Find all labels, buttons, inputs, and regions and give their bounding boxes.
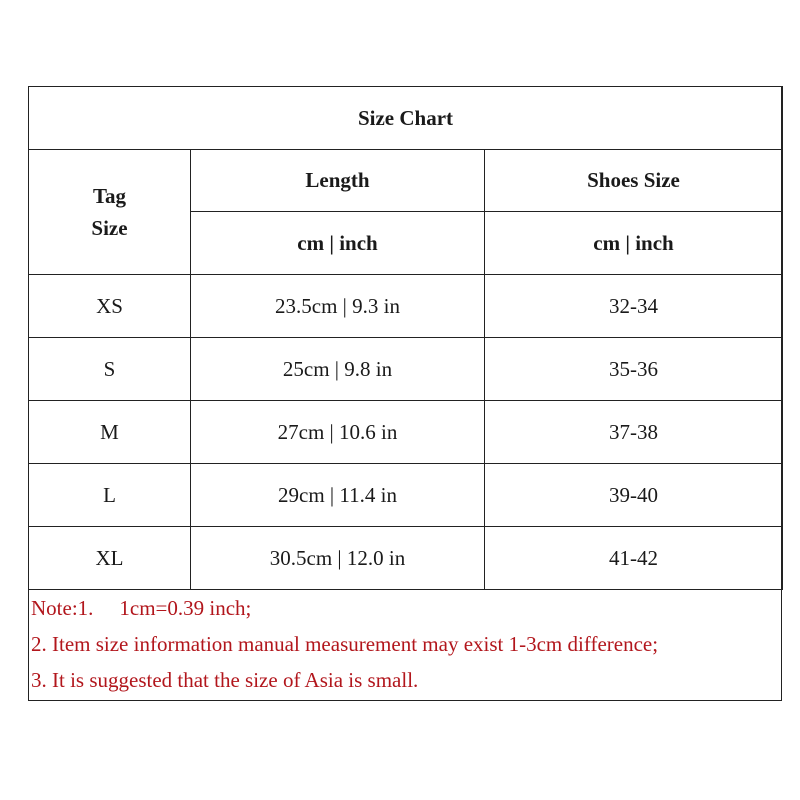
tag-size-cell: XL: [29, 527, 191, 590]
table-row: [29, 527, 783, 590]
shoes-size-cell: 35-36: [485, 338, 783, 401]
shoes-size-header: Shoes Size: [485, 150, 783, 212]
shoes-size-cell: 37-38: [485, 401, 783, 464]
length-cell: 25cm | 9.8 in: [191, 338, 485, 401]
size-chart-table: [28, 86, 783, 590]
tag-size-cell: M: [29, 401, 191, 464]
length-header: Length: [191, 150, 485, 212]
length-cell: 30.5cm | 12.0 in: [191, 527, 485, 590]
length-cell: 27cm | 10.6 in: [191, 401, 485, 464]
note-line-2: 2. Item size information manual measurement may exist 1-3cm difference;: [31, 632, 659, 656]
note-1-text: 1cm=0.39 inch;: [119, 596, 252, 620]
table-row: [29, 275, 783, 338]
shoes-size-cell: 41-42: [485, 527, 783, 590]
tag-size-cell: XS: [29, 275, 191, 338]
shoes-unit-header: cm | inch: [485, 212, 783, 275]
length-unit-header: cm | inch: [191, 212, 485, 275]
note-line-3: 3. It is suggested that the size of Asia is small.: [31, 668, 419, 692]
notes-section: [31, 590, 776, 698]
length-cell: 23.5cm | 9.3 in: [191, 275, 485, 338]
shoes-size-cell: 39-40: [485, 464, 783, 527]
table-row: [29, 401, 783, 464]
tag-size-cell: L: [29, 464, 191, 527]
table-row: [29, 338, 783, 401]
note-1-prefix: Note:1.: [31, 596, 94, 620]
length-cell: 29cm | 11.4 in: [191, 464, 485, 527]
shoes-size-cell: 32-34: [485, 275, 783, 338]
tag-size-header-line1: Tag: [92, 184, 127, 208]
tag-size-cell: S: [29, 338, 191, 401]
table-row: [29, 464, 783, 527]
table-title: Size Chart: [29, 87, 783, 150]
note-line-1: [31, 590, 776, 626]
tag-size-header-line2: Size: [91, 216, 128, 240]
tag-size-header: [29, 150, 191, 275]
